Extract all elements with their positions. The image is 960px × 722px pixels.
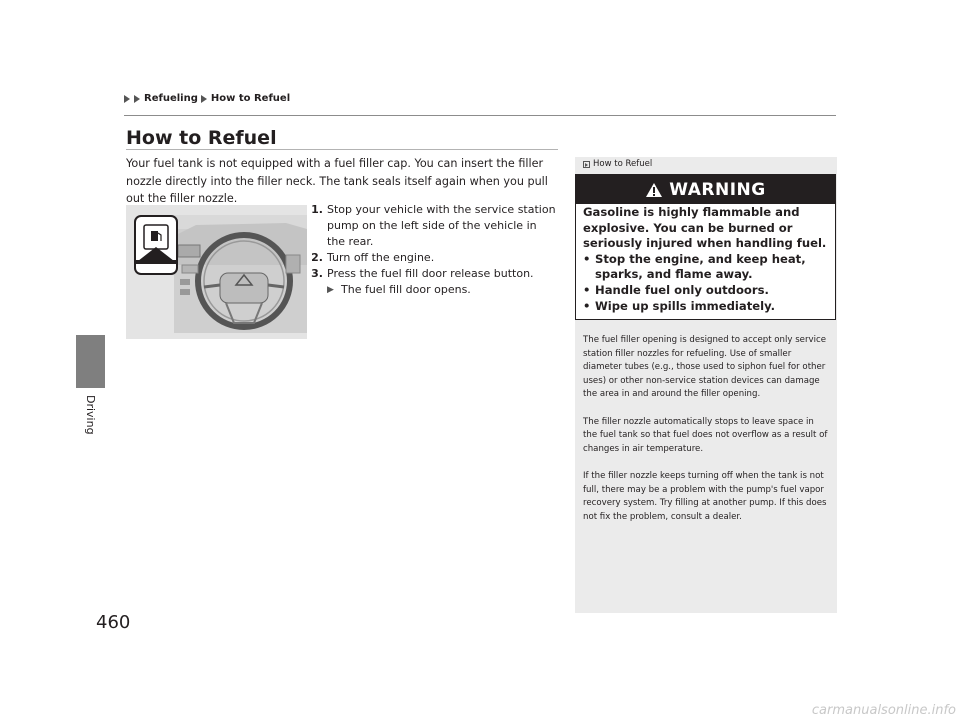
warning-body: [583, 205, 831, 314]
step-text: Turn off the engine.: [327, 251, 435, 264]
procedure-steps: [307, 202, 557, 298]
bullet-icon: •: [583, 282, 591, 297]
step-1: [307, 202, 557, 250]
reference-icon: [583, 161, 590, 168]
breadcrumb-arrow-icon: [134, 95, 140, 103]
chapter-tab: [76, 335, 105, 388]
step-number: 3.: [311, 267, 323, 280]
bullet-icon: •: [583, 251, 591, 266]
warning-bullet-text: Handle fuel only outdoors.: [595, 282, 769, 297]
warning-label: WARNING: [669, 179, 766, 200]
note-paragraph: If the filler nozzle keeps turning off when the tank is not full, there may be a problem with the pump's fuel vapor recovery system. Try filling at another pump. If this does not fix the problem, consult a dealer.: [583, 470, 827, 522]
sidebar-reference: [583, 159, 652, 169]
title-divider: [126, 149, 558, 150]
breadcrumb: [124, 93, 290, 104]
result-text: The fuel fill door opens.: [341, 283, 471, 296]
warning-header: [576, 175, 835, 204]
warning-bullet: [583, 252, 831, 283]
warning-triangle-icon: [645, 182, 663, 198]
step-2: [307, 250, 557, 266]
dashboard-drawing: [126, 205, 307, 339]
warning-bullet-text: Stop the engine, and keep heat, sparks, and flame away.: [595, 251, 806, 282]
step-3: [307, 266, 557, 282]
breadcrumb-item-refueling[interactable]: Refueling: [144, 93, 198, 104]
warning-bullet: [583, 299, 831, 315]
dashboard-illustration: [126, 205, 307, 339]
step-number: 2.: [311, 251, 323, 264]
breadcrumb-item-how-to-refuel[interactable]: How to Refuel: [210, 93, 291, 104]
step-result: [307, 282, 557, 298]
intro-paragraph: Your fuel tank is not equipped with a fuel filler cap. You can insert the filler nozzle directly into the filler neck. The tank seals itself again when you pull out the filler nozzle.: [126, 157, 548, 205]
sidebar-reference-title[interactable]: How to Refuel: [593, 159, 653, 169]
chapter-label: Driving: [84, 395, 97, 435]
warning-bullet-text: Wipe up spills immediately.: [595, 298, 775, 313]
page-title: How to Refuel: [126, 127, 277, 149]
header-divider: [124, 115, 836, 116]
note-paragraph: The fuel filler opening is designed to accept only service station filler nozzles for refueling. Use of smaller diameter tubes (e.g., those used to siphon fuel for other uses) or other non-service station devices can damage the area in and around the filler opening.: [583, 335, 826, 400]
watermark: carmanualsonline.info: [811, 703, 956, 718]
result-arrow-icon: ▶: [327, 285, 334, 295]
warning-text: Gasoline is highly flammable and explosive. You can be burned or seriously injured when handling fuel.: [583, 205, 827, 251]
breadcrumb-arrow-icon: [201, 95, 207, 103]
page-number: 460: [96, 612, 131, 633]
note-paragraph: The filler nozzle automatically stops to leave space in the fuel tank so that fuel does not overflow as a result of changes in air temperature.: [583, 416, 828, 454]
step-number: 1.: [311, 203, 323, 216]
breadcrumb-arrow-icon: [124, 95, 130, 103]
warning-bullet: [583, 283, 831, 299]
step-text: Stop your vehicle with the service station pump on the left side of the vehicle in the rear.: [327, 203, 556, 248]
step-text: Press the fuel fill door release button.: [327, 267, 534, 280]
sidebar-notes: [583, 334, 829, 538]
bullet-icon: •: [583, 298, 591, 313]
